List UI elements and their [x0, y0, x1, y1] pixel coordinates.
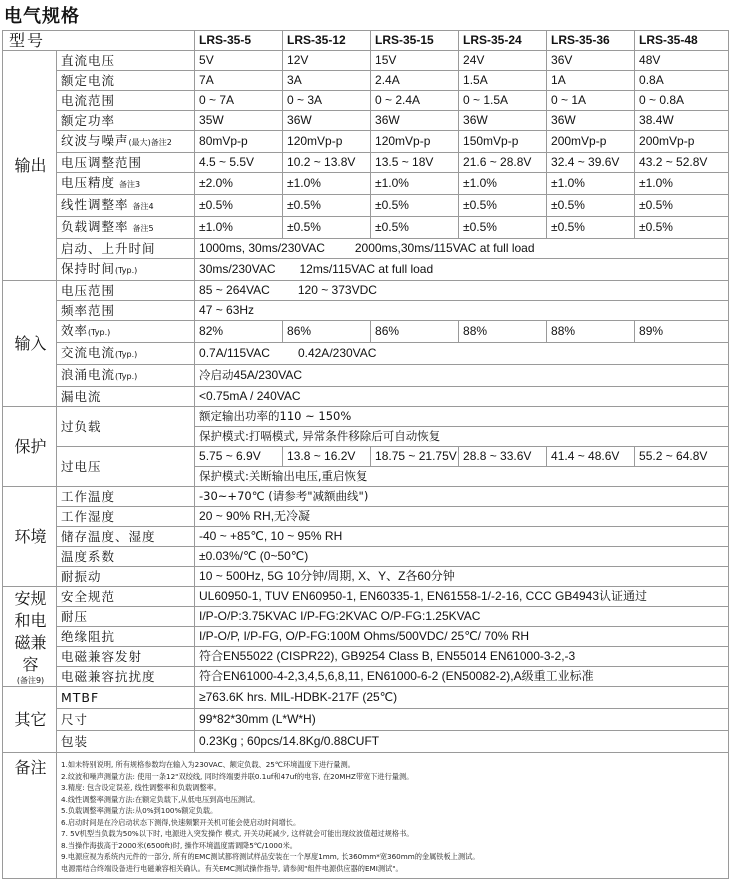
spec-value: 86%: [283, 321, 371, 343]
spec-label: [57, 343, 195, 365]
spec-row-packing: [3, 731, 729, 753]
spec-value: 120mVp-p: [283, 131, 371, 153]
spec-label: 电磁兼容发射: [57, 647, 195, 667]
spec-row-vibration: [3, 567, 729, 587]
spec-value: ±1.0%: [459, 173, 547, 195]
note-line: 2.纹波和噪声测量方法: 使用一条12"双绞线, 同时终端要并联0.1uf和47uf的电容, 在20MHZ带宽下进行量测。: [61, 771, 414, 781]
spec-label-sub: (最大): [128, 138, 151, 147]
spec-label: 启动、上升时间: [57, 239, 195, 259]
note-line: 7. 5V机型当负载为50%以下时, 电源进入突发操作 模式, 开关功耗减少, 这样就会可能出现纹波值超过规格书。: [61, 829, 414, 838]
spec-value: ±1.0%: [635, 173, 729, 195]
spec-value: 36V: [547, 51, 635, 71]
spec-value: 88%: [459, 321, 547, 343]
spec-value: ±0.5%: [635, 195, 729, 217]
spec-row-safety-standards: [3, 587, 729, 607]
spec-value: 150mVp-p: [459, 131, 547, 153]
spec-label: 耐压: [57, 607, 195, 627]
spec-row-input-voltage: [3, 281, 729, 301]
spec-row-emc-immunity: [3, 667, 729, 687]
category-output: 输出: [3, 51, 57, 281]
spec-row-load-reg: [3, 217, 729, 239]
note-line: 3.精度: 包含设定误差, 线性调整率和负载调整率。: [61, 783, 221, 792]
note-line: 5.负载调整率测量方法:从0%到100%额定负载。: [61, 806, 218, 815]
spec-value: 35W: [195, 111, 283, 131]
notes-block: [57, 753, 729, 879]
spec-value: 0 ~ 7A: [195, 91, 283, 111]
spec-label: [57, 173, 195, 195]
spec-value: ±1.0%: [371, 173, 459, 195]
spec-label-note: 备注4: [132, 202, 154, 211]
spec-value: 10.2 ~ 13.8V: [283, 153, 371, 173]
spec-value: 0 ~ 1.5A: [459, 91, 547, 111]
spec-value: [195, 259, 729, 281]
category-safety-emc: [3, 587, 57, 687]
model-name: LRS-35-48: [635, 31, 729, 51]
note-line: 9.电源应视为系统内元件的一部分, 所有的EMC测试都将测试样品安装在一个厚度1mm, 长360mm*宽360mm的金属铁板上测试。: [61, 852, 480, 861]
spec-label-text: 线性调整率: [61, 197, 129, 212]
model-name: LRS-35-15: [371, 31, 459, 51]
spec-row-voltage-adj: [3, 153, 729, 173]
spec-label: [57, 131, 195, 153]
spec-label-sub: (Typ.): [115, 266, 138, 275]
spec-value: 28.8 ~ 33.6V: [459, 447, 547, 467]
spec-value: 12V: [283, 51, 371, 71]
spec-row-withstand: [3, 607, 729, 627]
spec-row-current-range: [3, 91, 729, 111]
spec-row-storage: [3, 527, 729, 547]
category-environment: 环境: [3, 487, 57, 587]
spec-value: 1A: [547, 71, 635, 91]
spec-value: 13.8 ~ 16.2V: [283, 447, 371, 467]
spec-value-part: 2000ms,30ms/115VAC at full load: [354, 241, 535, 255]
spec-value: 41.4 ~ 48.6V: [547, 447, 635, 467]
spec-value: 89%: [635, 321, 729, 343]
spec-value: 保护模式:关断输出电压,重启恢复: [195, 467, 729, 487]
spec-value-part: 冷启动: [199, 368, 234, 382]
spec-value: ±0.5%: [547, 195, 635, 217]
spec-label-text: 负载调整率: [61, 219, 129, 234]
spec-label: [57, 217, 195, 239]
spec-value: ±1.0%: [547, 173, 635, 195]
spec-value-part: 45A/230VAC: [233, 368, 303, 382]
spec-value: 86%: [371, 321, 459, 343]
spec-label: 耐振动: [57, 567, 195, 587]
spec-value: 82%: [195, 321, 283, 343]
model-label: 型号: [3, 31, 195, 51]
spec-row-emc-emission: [3, 647, 729, 667]
spec-row-inrush: [3, 365, 729, 387]
spec-row-notes: [3, 753, 729, 879]
note-line: 1.如未特别说明, 所有规格参数均在输入为230VAC、额定负载、25℃环境温度下进行量测。: [61, 760, 355, 769]
spec-value-part: 120 ~ 373VDC: [297, 283, 377, 297]
spec-value: 99*82*30mm (L*W*H): [195, 709, 729, 731]
spec-value: 47 ~ 63Hz: [195, 301, 729, 321]
page-title: 电气规格: [4, 6, 80, 27]
spec-value: 7A: [195, 71, 283, 91]
spec-value: I/P-O/P:3.75KVAC I/P-FG:2KVAC O/P-FG:1.25KVAC: [195, 607, 729, 627]
spec-row-leakage: [3, 387, 729, 407]
spec-value: 10 ~ 500Hz, 5G 10分钟/周期, X、Y、Z各60分钟: [195, 567, 729, 587]
spec-value: [195, 343, 729, 365]
category-others: 其它: [3, 687, 57, 753]
category-input: 输入: [3, 281, 57, 407]
spec-value: 符合EN55022 (CISPR22), GB9254 Class B, EN55014 EN61000-3-2,-3: [195, 647, 729, 667]
spec-value-part: 1000ms, 30ms/230VAC: [199, 241, 325, 255]
spec-value: ±0.5%: [371, 195, 459, 217]
spec-value: ±0.5%: [283, 217, 371, 239]
spec-label: 漏电流: [57, 387, 195, 407]
spec-label: 电压调整范围: [57, 153, 195, 173]
spec-row-rated-power: [3, 111, 729, 131]
spec-value: 符合EN61000-4-2,3,4,5,6,8,11, EN61000-6-2 (EN50082-2),A级重工业标准: [195, 667, 729, 687]
spec-row-temp-coeff: [3, 547, 729, 567]
spec-value: 36W: [283, 111, 371, 131]
model-name: LRS-35-24: [459, 31, 547, 51]
spec-label: 绝缘阻抗: [57, 627, 195, 647]
spec-value: 43.2 ~ 52.8V: [635, 153, 729, 173]
spec-row-dc-voltage: [3, 51, 729, 71]
spec-value: [195, 239, 729, 259]
spec-value: ±0.5%: [459, 217, 547, 239]
spec-value: 200mVp-p: [635, 131, 729, 153]
spec-value: 3A: [283, 71, 371, 91]
spec-value: ±0.5%: [371, 217, 459, 239]
spec-value-part: 0.42A/230VAC: [297, 346, 377, 360]
note-line: 8.当操作海拔高于2000米(6500ft)时, 操作环境温度需调降5℃/1000米。: [61, 840, 297, 850]
spec-value: 88%: [547, 321, 635, 343]
category-safety-note: (备注9): [16, 675, 45, 685]
spec-row-rated-current: [3, 71, 729, 91]
note-line: 4.线性调整率测量方法:在额定负载下,从低电压到高电压测试。: [61, 794, 260, 804]
spec-value: ±1.0%: [283, 173, 371, 195]
spec-value: <0.75mA / 240VAC: [195, 387, 729, 407]
spec-row-overvoltage: [3, 447, 729, 467]
spec-value: 48V: [635, 51, 729, 71]
spec-value: 1.5A: [459, 71, 547, 91]
spec-label-note: 备注3: [119, 180, 141, 189]
spec-value: 36W: [547, 111, 635, 131]
spec-label-text: 交流电流: [61, 345, 116, 360]
spec-value: 0.8A: [635, 71, 729, 91]
spec-label: 安全规范: [57, 587, 195, 607]
spec-value: 0 ~ 1A: [547, 91, 635, 111]
spec-row-ac-current: [3, 343, 729, 365]
spec-label-sub: (Typ.): [115, 350, 138, 359]
spec-row-work-temp: [3, 487, 729, 507]
spec-label: 过电压: [57, 447, 195, 487]
spec-value: 0.23Kg ; 60pcs/14.8Kg/0.88CUFT: [195, 731, 729, 753]
spec-row-dimension: [3, 709, 729, 731]
spec-row-efficiency: [3, 321, 729, 343]
spec-row-overload: [3, 407, 729, 427]
spec-value: I/P-O/P, I/P-FG, O/P-FG:100M Ohms/500VDC/ 25℃/ 70% RH: [195, 627, 729, 647]
spec-value: ±0.5%: [459, 195, 547, 217]
spec-value: 38.4W: [635, 111, 729, 131]
model-name: LRS-35-36: [547, 31, 635, 51]
spec-value: 32.4 ~ 39.6V: [547, 153, 635, 173]
spec-row-line-reg: [3, 195, 729, 217]
spec-value: 13.5 ~ 18V: [371, 153, 459, 173]
spec-label: [57, 259, 195, 281]
spec-label: 电压范围: [57, 281, 195, 301]
spec-table: [2, 30, 729, 879]
spec-value: 21.6 ~ 28.8V: [459, 153, 547, 173]
spec-row-mtbf: [3, 687, 729, 709]
spec-value: ±0.5%: [547, 217, 635, 239]
spec-label: 工作温度: [57, 487, 195, 507]
spec-value: 0 ~ 2.4A: [371, 91, 459, 111]
spec-label: 额定电流: [57, 71, 195, 91]
category-safety-text: 安规和电磁兼容: [14, 588, 47, 674]
spec-value: -30~+70℃ (请参考"减额曲线"): [195, 487, 729, 507]
spec-label-sub: (Typ.): [88, 328, 111, 337]
model-header-row: [3, 31, 729, 51]
spec-value: 5.75 ~ 6.9V: [195, 447, 283, 467]
spec-value: UL60950-1, TUV EN60950-1, EN60335-1, EN61558-1/-2-16, CCC GB4943认证通过: [195, 587, 729, 607]
spec-label: 温度系数: [57, 547, 195, 567]
spec-value: 20 ~ 90% RH,无冷凝: [195, 507, 729, 527]
spec-label-note: 备注5: [132, 224, 154, 233]
spec-value: 55.2 ~ 64.8V: [635, 447, 729, 467]
spec-value: 15V: [371, 51, 459, 71]
spec-value: 36W: [371, 111, 459, 131]
spec-label: 包装: [57, 731, 195, 753]
spec-value: 36W: [459, 111, 547, 131]
spec-label: [57, 321, 195, 343]
spec-value: 4.5 ~ 5.5V: [195, 153, 283, 173]
spec-value: 保护模式:打嗝模式, 异常条件移除后可自动恢复: [195, 427, 729, 447]
spec-label: MTBF: [57, 687, 195, 709]
spec-label: 尺寸: [57, 709, 195, 731]
spec-value: 0 ~ 3A: [283, 91, 371, 111]
spec-value-part: 30ms/230VAC: [199, 262, 276, 276]
spec-value: ≥763.6K hrs. MIL-HDBK-217F (25℃): [195, 687, 729, 709]
spec-value: ±0.5%: [195, 195, 283, 217]
spec-label-text: 纹波与噪声: [61, 133, 129, 148]
category-notes: 备注: [3, 753, 57, 879]
model-name: LRS-35-12: [283, 31, 371, 51]
spec-value: ±0.5%: [283, 195, 371, 217]
spec-label-text: 保持时间: [61, 261, 116, 276]
spec-label: 电流范围: [57, 91, 195, 111]
note-line: 电源需结合终端设备进行电磁兼容相关确认。有关EMC测试操作指导, 请参阅"组件电源供应器的EMI测试"。: [61, 863, 403, 873]
spec-label: 储存温度、湿度: [57, 527, 195, 547]
spec-row-setup-rise: [3, 239, 729, 259]
spec-value: 200mVp-p: [547, 131, 635, 153]
spec-value-part: 12ms/115VAC at full load: [299, 262, 434, 276]
spec-label: [57, 195, 195, 217]
spec-label-text: 浪涌电流: [61, 367, 116, 382]
spec-value: 额定输出功率的110 ~ 150%: [195, 407, 729, 427]
spec-value: 0 ~ 0.8A: [635, 91, 729, 111]
spec-label: 直流电压: [57, 51, 195, 71]
spec-label-text: 电压精度: [61, 175, 116, 190]
spec-label-sub: (Typ.): [115, 372, 138, 381]
spec-label: 额定功率: [57, 111, 195, 131]
spec-label-text: 效率: [61, 323, 89, 338]
spec-value: -40 ~ +85℃, 10 ~ 95% RH: [195, 527, 729, 547]
spec-label-note: 备注2: [150, 138, 172, 147]
spec-value: ±0.03%/℃ (0~50℃): [195, 547, 729, 567]
spec-label: 电磁兼容抗扰度: [57, 667, 195, 687]
spec-row-isolation: [3, 627, 729, 647]
spec-label: 过负载: [57, 407, 195, 447]
spec-value: 24V: [459, 51, 547, 71]
spec-value-part: 85 ~ 264VAC: [199, 283, 270, 297]
spec-value-part: 0.7A/115VAC: [199, 346, 270, 360]
spec-value: ±0.5%: [635, 217, 729, 239]
spec-row-voltage-tol: [3, 173, 729, 195]
spec-value: 18.75 ~ 21.75V: [371, 447, 459, 467]
spec-label: 工作湿度: [57, 507, 195, 527]
spec-value: 80mVp-p: [195, 131, 283, 153]
spec-value: [195, 281, 729, 301]
spec-label: 频率范围: [57, 301, 195, 321]
spec-row-ripple: [3, 131, 729, 153]
spec-value: ±1.0%: [195, 217, 283, 239]
category-protection: 保护: [3, 407, 57, 487]
spec-row-freq: [3, 301, 729, 321]
spec-value: 120mVp-p: [371, 131, 459, 153]
spec-value: 2.4A: [371, 71, 459, 91]
model-name: LRS-35-5: [195, 31, 283, 51]
spec-label: [57, 365, 195, 387]
spec-value: 5V: [195, 51, 283, 71]
spec-value: [195, 365, 729, 387]
note-line: 6.启动时间是在冷启动状态下测得,快速频繁开关机可能会使启动时间增长。: [61, 817, 301, 827]
spec-value: ±2.0%: [195, 173, 283, 195]
spec-row-hold-up: [3, 259, 729, 281]
spec-row-work-humidity: [3, 507, 729, 527]
